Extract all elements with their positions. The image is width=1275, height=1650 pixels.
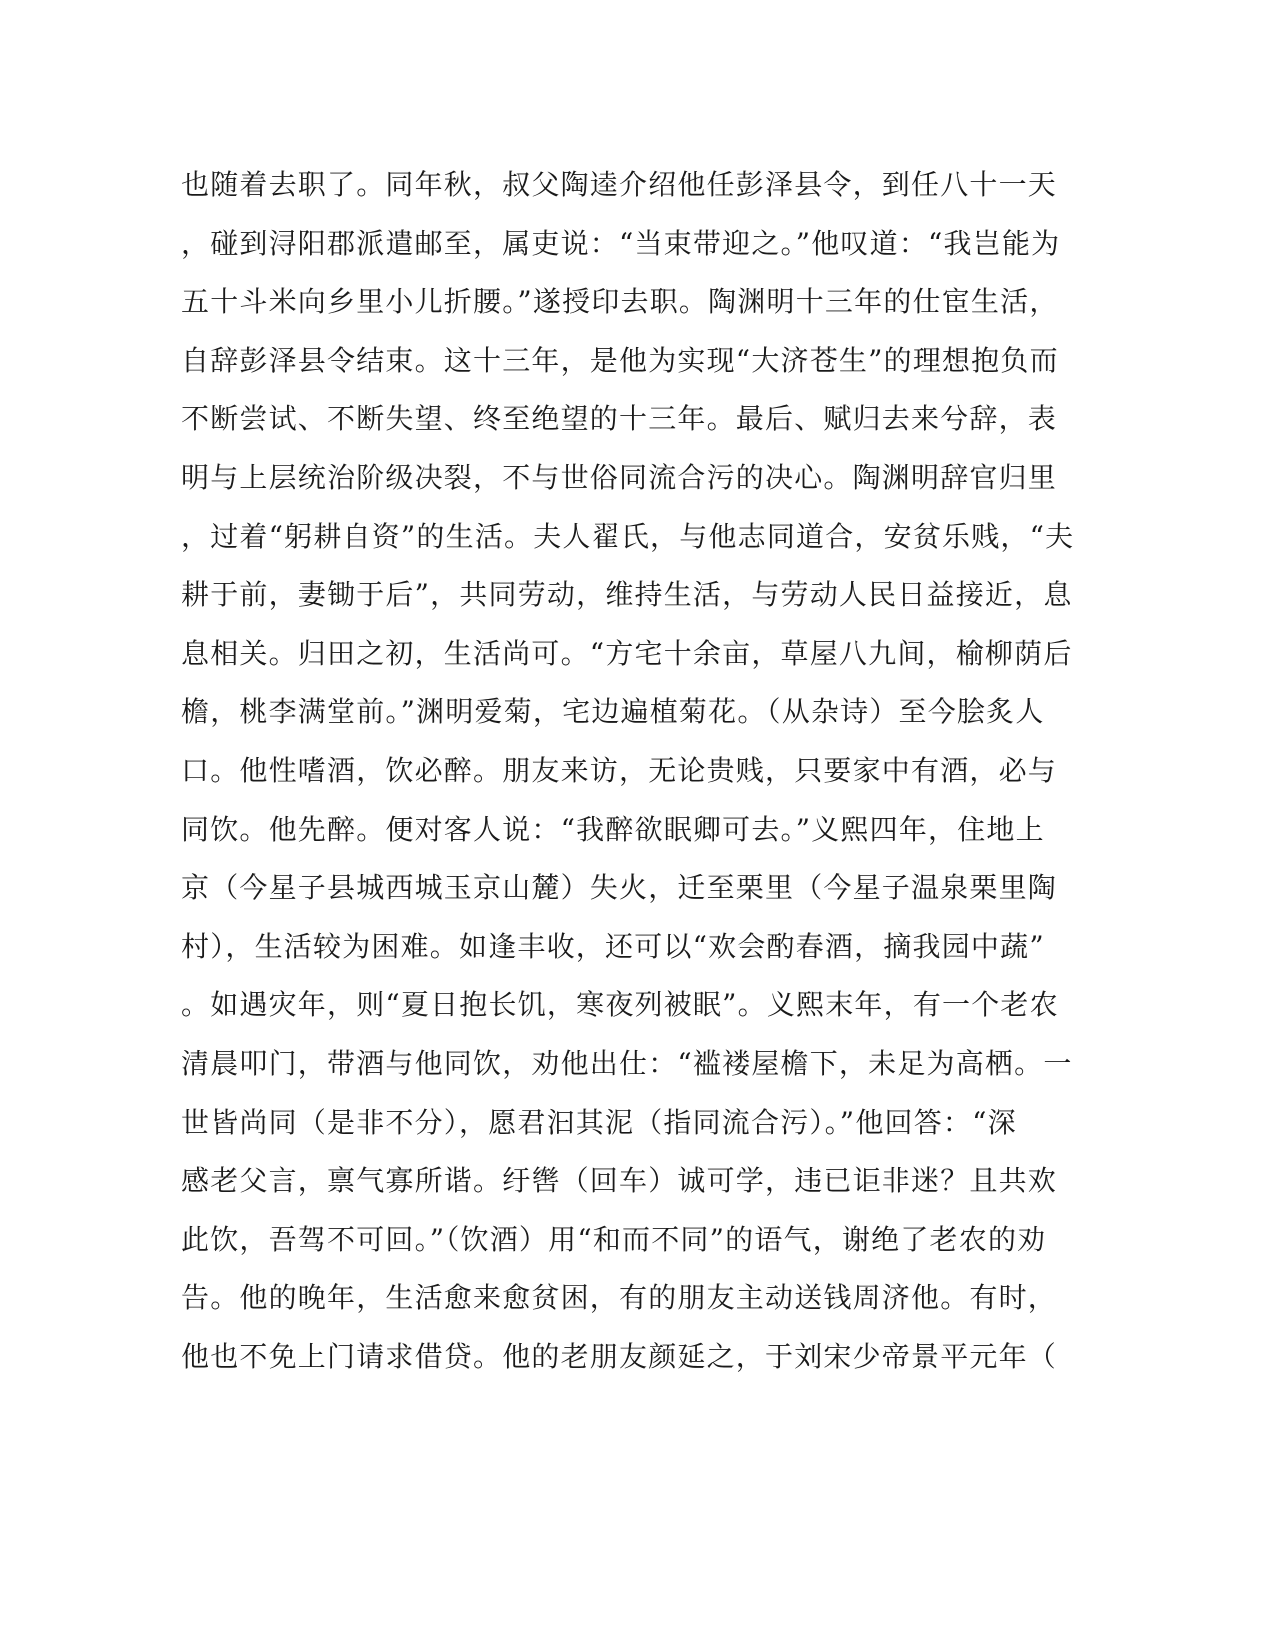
- text-line: 京（今星子县城西城玉京山麓）失火，迁至栗里（今星子温泉栗里陶: [181, 871, 1058, 905]
- text-line: 自辞彭泽县令结束。这十三年，是他为实现“大济苍生”的理想抱负而: [181, 343, 1059, 377]
- text-line: 五十斗米向乡里小儿折腰。”遂授印去职。陶渊明十三年的仕宦生活，: [181, 285, 1059, 319]
- text-line: 告。他的晚年，生活愈来愈贫困，有的朋友主动送钱周济他。有时，: [181, 1281, 1058, 1315]
- text-line: 他也不免上门请求借贷。他的老朋友颜延之，于刘宋少帝景平元年（: [181, 1339, 1058, 1373]
- text-line: 。如遇灾年，则“夏日抱长饥，寒夜列被眠”。义熙末年，有一个老农: [181, 988, 1059, 1022]
- text-line: ，过着“躬耕自资”的生活。夫人翟氏，与他志同道合，安贫乐贱，“夫: [181, 519, 1075, 553]
- text-line: 明与上层统治阶级决裂，不与世俗同流合污的决心。陶渊明辞官归里: [181, 460, 1058, 494]
- text-line: 村），生活较为困难。如逢丰收，还可以“欢会酌春酒，摘我园中蔬”: [181, 929, 1045, 963]
- text-line: 息相关。归田之初，生活尚可。“方宅十余亩，草屋八九间，榆柳荫后: [181, 636, 1073, 670]
- text-line: 清晨叩门，带酒与他同饮，劝他出仕：“褴褛屋檐下，未足为高栖。一: [181, 1046, 1073, 1080]
- body-text: [181, 156, 1075, 1386]
- text-line: 此饮，吾驾不可回。”（饮酒）用“和而不同”的语气，谢绝了老农的劝: [181, 1222, 1047, 1256]
- text-line: 不断尝试、不断失望、终至绝望的十三年。最后、赋归去来兮辞，表: [181, 402, 1058, 436]
- text-line: 耕于前，妻锄于后”，共同劳动，维持生活，与劳动人民日益接近，息: [181, 578, 1073, 612]
- text-line: 檐，桃李满堂前。”渊明爱菊，宅边遍植菊花。（从杂诗）至今脍炙人: [181, 695, 1045, 729]
- text-line: 也随着去职了。同年秋，叔父陶逵介绍他任彭泽县令，到任八十一天: [181, 168, 1058, 201]
- text-line: ，碰到浔阳郡派遣邮至，属吏说：“当束带迎之。”他叹道：“我岂能为: [181, 226, 1061, 260]
- text-line: 感老父言，禀气寡所谐。纡辔（回车）诚可学，违已讵非迷？且共欢: [181, 1164, 1058, 1198]
- text-line: 世皆尚同（是非不分），愿君汩其泥（指同流合污）。”他回答：“深: [181, 1105, 1017, 1139]
- text-line: 口。他性嗜酒，饮必醉。朋友来访，无论贵贱，只要家中有酒，必与: [181, 753, 1058, 787]
- text-line: 同饮。他先醉。便对客人说：“我醉欲眠卿可去。”义熙四年，住地上: [181, 812, 1045, 846]
